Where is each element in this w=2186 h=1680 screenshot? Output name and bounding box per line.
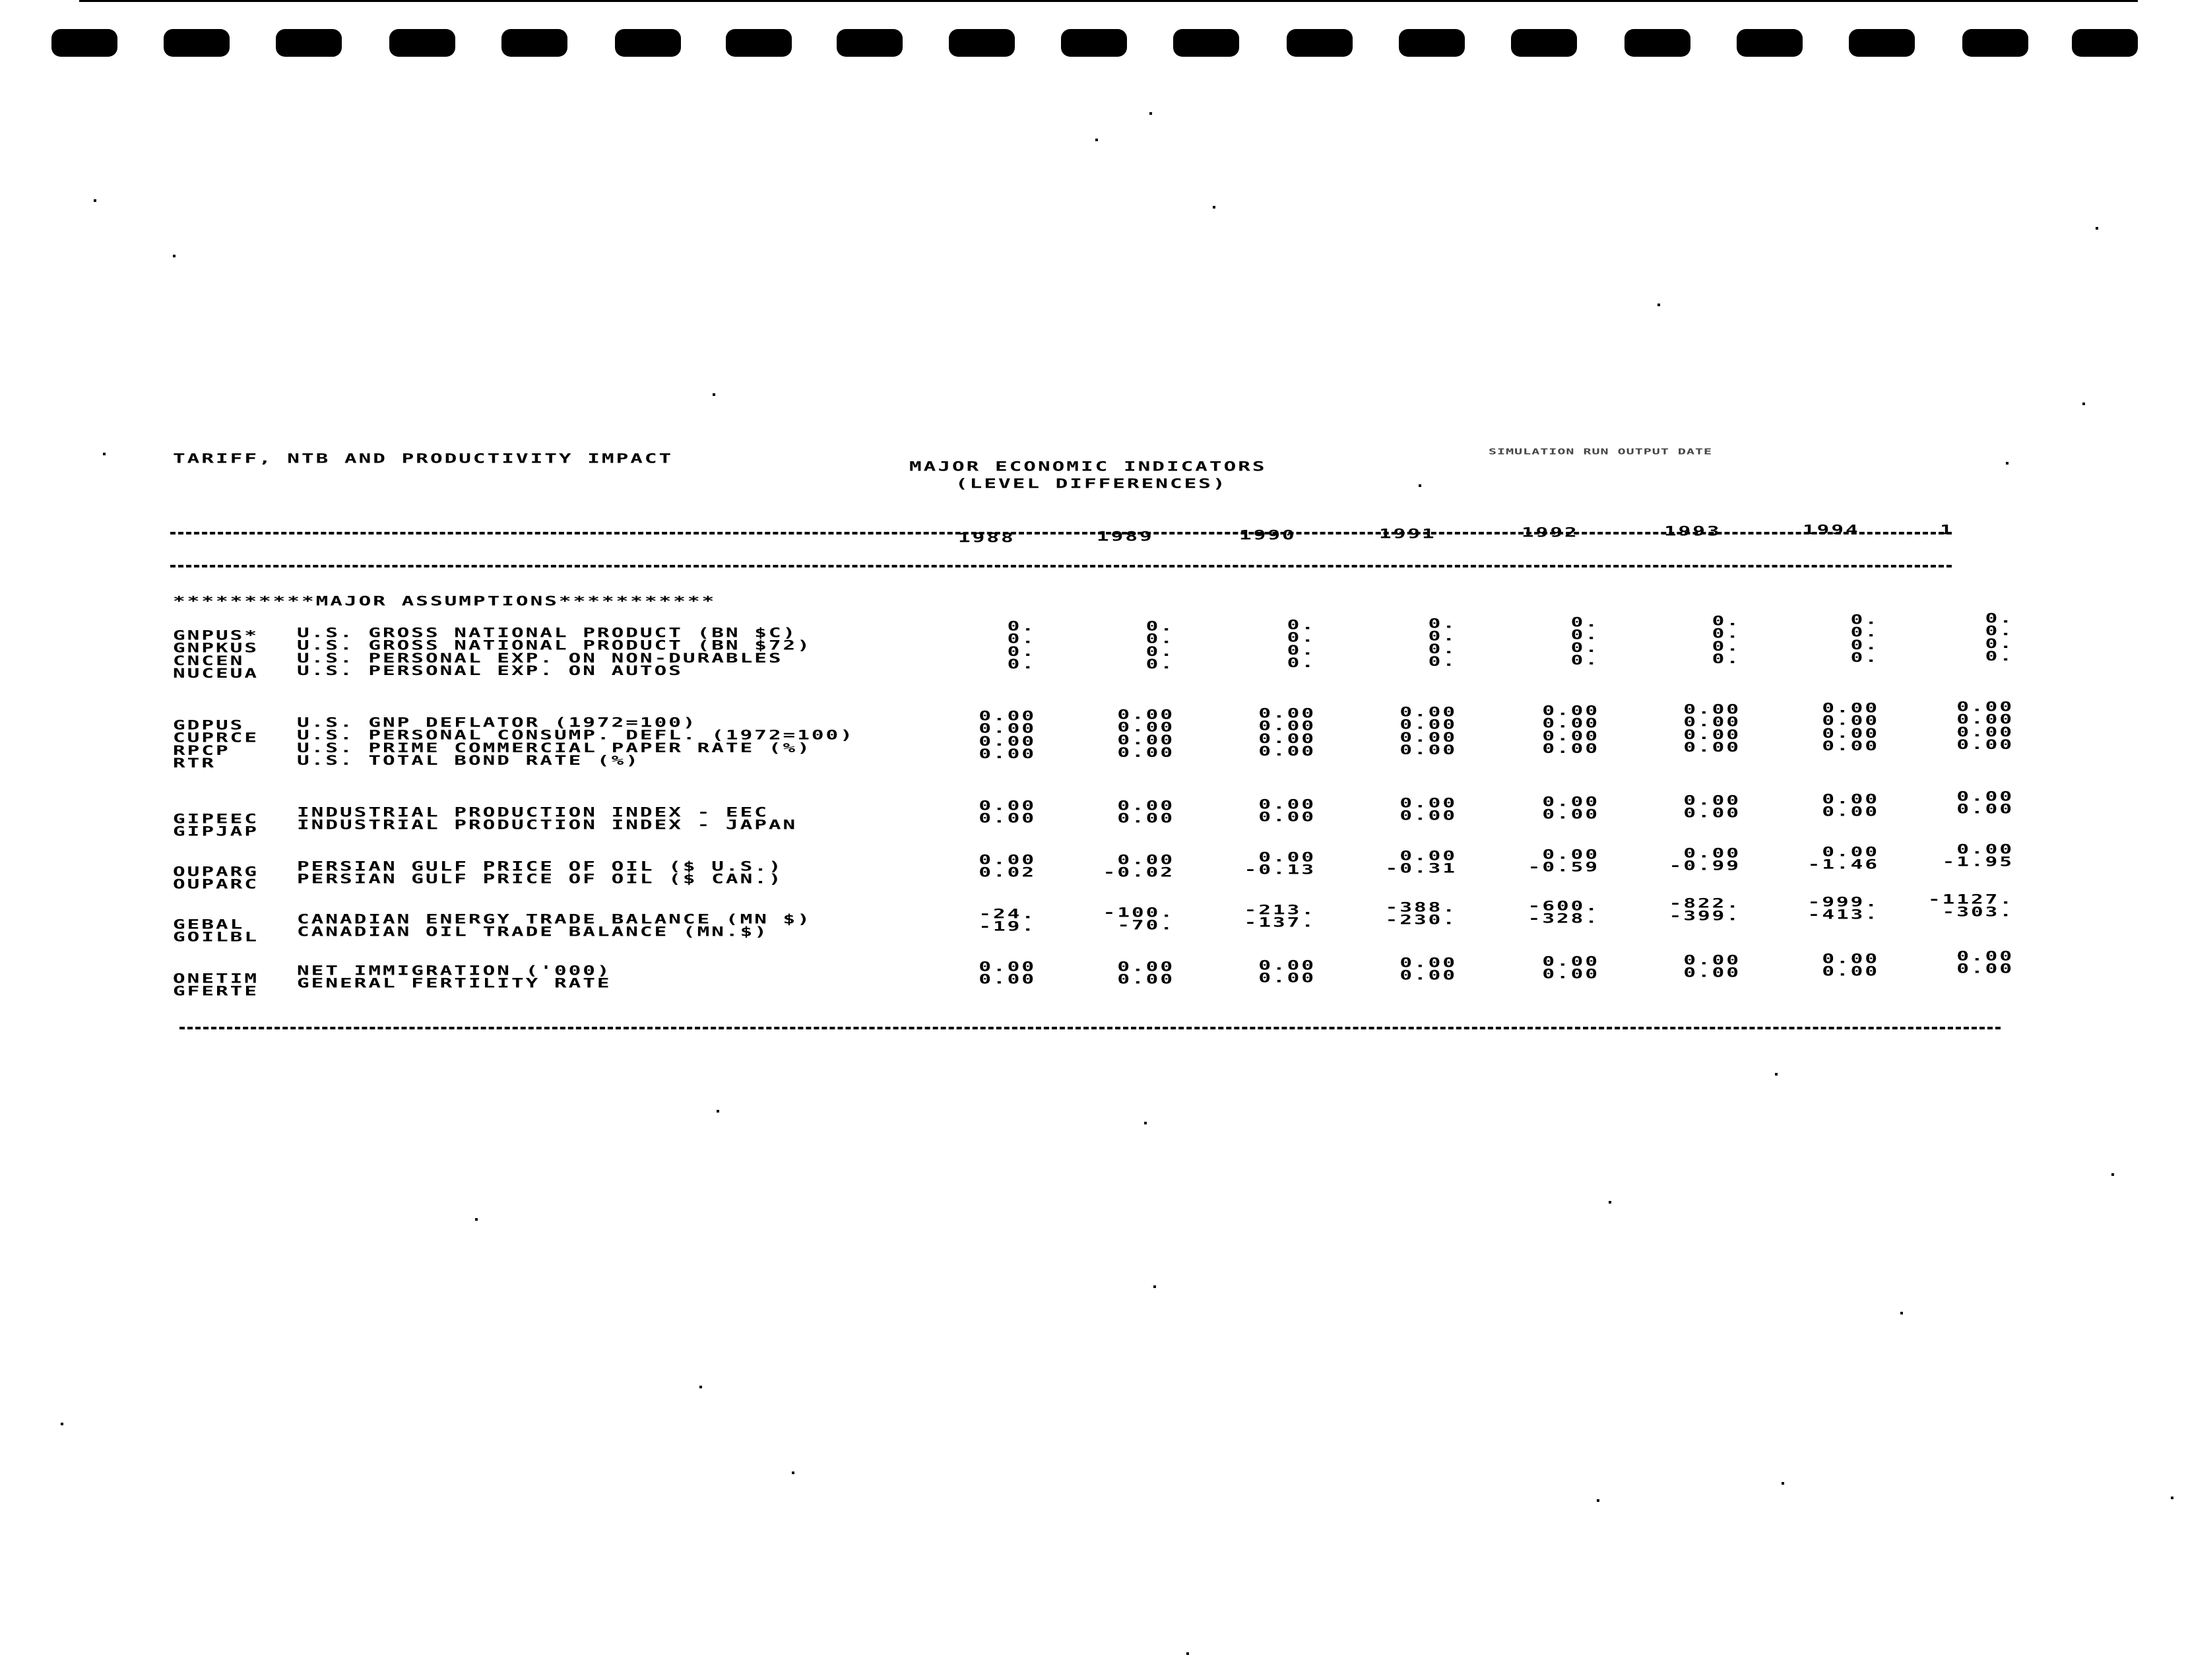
value-text: -70. [1117,918,1174,933]
value-cell [1793,953,1879,978]
value-text: 0.00 [1956,842,2014,857]
row-label: U.S. GROSS NATIONAL PRODUCT (BN $C) [297,626,798,641]
scan-speck [94,199,96,202]
value-text: 0. [1985,611,2014,626]
report-center-subtitle: (LEVEL DIFFERENCES) [955,476,1227,492]
value-text: 0.00 [1542,847,1599,862]
value-text: 0. [1570,653,1599,668]
value-text: 0. [1428,654,1457,670]
row-code: GIPJAP [173,824,259,839]
value-cell [1928,893,2014,919]
scan-speck [1419,484,1421,487]
row-label: PERSIAN GULF PRICE OF OIL ($ U.S.) [297,859,783,874]
scan-speck [173,255,176,257]
sprocket-hole [1287,29,1353,57]
row-code: CNCEN [173,653,245,668]
sprocket-hole [1962,29,2028,57]
value-text: 0.00 [979,853,1036,868]
scan-speck [1900,1312,1903,1314]
scan-speck [792,1471,794,1474]
value-cell [1371,706,1457,757]
row-code: OUPARC [173,877,259,892]
value-text: 0.00 [1258,850,1316,865]
report-center-title: MAJOR ECONOMIC INDICATORS [909,459,1267,474]
value-text: -399. [1669,909,1741,924]
value-cell [950,620,1036,671]
sprocket-hole [1061,29,1127,57]
value-text: 0.00 [1117,972,1174,987]
year-label: 1994 [1803,523,1860,538]
value-text: 0.00 [1399,968,1457,983]
value-text: 0.00 [1822,952,1879,967]
value-text: 0.00 [1258,744,1316,759]
value-cell [950,908,1036,933]
value-cell [1230,619,1316,670]
value-cell [1928,950,2014,975]
value-text: -1.95 [1942,855,2014,870]
row-label: U.S. PERSONAL CONSUMP. DEFL. (1972=100) [297,728,854,743]
sprocket-hole [1173,29,1239,57]
scan-speck [717,1110,719,1113]
value-text: 0.00 [1399,955,1457,971]
value-cell [1371,901,1457,926]
value-text: 0.00 [979,798,1036,814]
value-text: 0. [1287,630,1316,645]
value-text: 0.00 [1258,706,1316,721]
value-text: 0.00 [1399,849,1457,864]
value-text: 0. [1712,639,1741,654]
value-text: 0.00 [1258,810,1316,825]
value-text: 0. [1985,636,2014,651]
value-text: 0.00 [1399,796,1457,811]
scan-speck [1213,206,1215,209]
value-cell [950,710,1036,761]
value-text: 0. [1145,644,1174,659]
value-text: 0.00 [979,709,1036,724]
value-text: 0. [1570,615,1599,630]
value-cell [1514,849,1599,874]
value-text: 0.00 [1117,720,1174,735]
value-text: 0.00 [1683,953,1741,968]
value-text: -0.31 [1385,861,1457,876]
value-text: -213. [1244,903,1316,918]
scan-speck [103,453,106,455]
value-cell [1230,851,1316,876]
scan-speck [1095,139,1098,141]
value-text: 0. [1712,614,1741,629]
row-code: GFERTE [173,984,259,999]
value-text: 0.00 [1542,794,1599,810]
value-text: 0. [1428,616,1457,631]
sprocket-hole [1849,29,1915,57]
value-text: 0. [1428,641,1457,657]
scan-speck [1144,1122,1147,1124]
value-text: 0.00 [1542,728,1599,744]
value-text: -822. [1669,896,1741,911]
value-text: 0.00 [1683,715,1741,730]
value-cell [1514,796,1599,821]
sprocket-hole [51,29,117,57]
value-cell [1230,959,1316,985]
scan-speck [699,1386,702,1388]
value-cell [1655,615,1741,666]
row-code: GEBAL [173,917,245,932]
top-edge-line [79,0,2138,2]
value-text: 0.00 [1822,845,1879,860]
sprocket-hole [726,29,792,57]
value-text: 0.00 [1956,789,2014,804]
row-code-column [173,630,285,680]
row-code: NUCEUA [173,666,259,682]
value-text: 0.00 [1956,712,2014,727]
value-cell [1928,843,2014,868]
value-text: 0.00 [979,972,1036,987]
sprocket-hole [1737,29,1803,57]
sprocket-hole [837,29,903,57]
scan-speck [1775,1073,1778,1076]
value-cell [1655,794,1741,820]
value-text: 0.00 [979,734,1036,749]
value-cell [1089,961,1174,986]
value-text: 0.00 [1822,792,1879,807]
value-text: -303. [1942,905,2014,920]
scan-speck [1186,1652,1189,1655]
row-code: CUPRCE [173,730,259,746]
sprocket-hole [1399,29,1465,57]
value-text: -230. [1385,913,1457,928]
value-cell [1514,900,1599,925]
row-label: U.S. GNP DEFLATOR (1972=100) [297,715,697,730]
value-cell [950,961,1036,986]
value-text: 0.00 [1399,742,1457,758]
row-code: RPCP [173,743,230,758]
value-text: 0.00 [1542,967,1599,982]
value-text: 0.00 [1258,731,1316,746]
table-rule-bottom [179,1027,2001,1029]
value-cell [1793,846,1879,871]
value-text: 0. [1145,631,1174,647]
row-code: GOILBL [173,930,259,945]
value-text: 0.00 [1683,740,1741,756]
value-text: -0.99 [1669,858,1741,874]
row-label: U.S. PERSONAL EXP. ON NON-DURABLES [297,651,783,666]
value-cell [950,800,1036,825]
value-text: -1.46 [1807,857,1879,872]
value-text: 0. [1007,644,1036,659]
value-cell [1793,614,1879,664]
row-code: GIPEEC [173,812,259,827]
value-cell [1089,620,1174,671]
value-text: 0.00 [1956,699,2014,715]
value-cell [1371,618,1457,668]
row-code: ONETIM [173,971,259,986]
row-label: U.S. GROSS NATIONAL PRODUCT (BN $72) [297,638,812,653]
sprocket-hole [615,29,681,57]
row-code-column [173,813,285,838]
value-cell [1089,800,1174,825]
value-text: 0.00 [1542,954,1599,969]
sprocket-hole [276,29,342,57]
scan-speck [1782,1482,1784,1485]
year-label: 1988 [958,531,1015,546]
value-text: -19. [979,919,1036,934]
scan-speck [2096,227,2098,230]
value-cell [1514,616,1599,667]
value-cell [1514,705,1599,756]
scan-speck [713,393,715,396]
value-text: 0.00 [1683,793,1741,808]
year-label: 1991 [1379,527,1436,542]
year-label: 1 [1940,523,1954,538]
scan-speck [1609,1201,1611,1204]
value-text: 0. [1985,624,2014,639]
value-text: 0.00 [1822,701,1879,716]
value-text: 0.00 [1822,738,1879,754]
scan-speck [475,1218,478,1221]
value-text: -0.02 [1103,865,1174,880]
value-text: -100. [1103,905,1174,921]
value-text: -388. [1385,900,1457,915]
value-cell [1655,847,1741,872]
value-text: 0.00 [979,721,1036,736]
row-code: GDPUS [173,718,245,733]
value-cell [1793,702,1879,753]
value-text: 0. [1287,618,1316,633]
scan-speck [2006,462,2009,465]
row-label: INDUSTRIAL PRODUCTION INDEX - EEC [297,805,769,820]
value-text: 0.00 [1117,853,1174,868]
row-label: INDUSTRIAL PRODUCTION INDEX - JAPAN [297,818,798,833]
sprocket-hole [1624,29,1690,57]
scan-speck [2111,1173,2114,1176]
value-cell [1089,854,1174,879]
value-text: 0.00 [1956,725,2014,740]
value-text: 0. [1007,619,1036,634]
value-text: 0.00 [1117,732,1174,748]
value-text: 0.02 [979,865,1036,880]
row-code-column [173,866,285,891]
value-text: 0.00 [1822,804,1879,820]
sprocket-hole [2072,29,2138,57]
value-text: 0.00 [1683,965,1741,981]
value-text: -600. [1527,899,1599,914]
value-text: -137. [1244,915,1316,930]
sprocket-hole [1511,29,1577,57]
value-cell [1514,955,1599,981]
value-text: 0.00 [1683,727,1741,742]
value-text: 0.00 [1542,703,1599,719]
value-text: 0.00 [1258,719,1316,734]
value-text: -0.59 [1527,860,1599,875]
value-text: 0. [1712,626,1741,641]
value-cell [950,854,1036,879]
year-label: 1989 [1097,529,1154,544]
row-label: U.S. PERSONAL EXP. ON AUTOS [297,663,683,679]
value-text: 0.00 [1258,958,1316,973]
sprocket-hole [949,29,1015,57]
row-label: U.S. PRIME COMMERCIAL PAPER RATE (%) [297,740,812,756]
value-text: 0. [1570,640,1599,655]
value-cell [1655,897,1741,922]
sprocket-hole [164,29,230,57]
value-text: -1127. [1928,892,2014,907]
row-label: NET IMMIGRATION ('000) [297,963,612,979]
value-text: 0.00 [1683,806,1741,821]
value-text: 0.00 [1117,959,1174,975]
value-cell [1793,793,1879,818]
value-cell [1655,954,1741,979]
row-code-column [173,719,285,770]
row-code-column [173,919,285,944]
value-text: 0. [1712,651,1741,667]
value-text: 0.00 [1956,949,2014,964]
scan-speck [1149,112,1152,115]
section-title: **********MAJOR ASSUMPTIONS*********** [173,594,717,609]
value-text: 0. [1007,631,1036,647]
sprocket-hole [501,29,567,57]
value-text: 0.00 [1683,702,1741,717]
row-label: GENERAL FERTILITY RATE [297,976,612,991]
value-text: 0.00 [1542,716,1599,731]
value-text: 0.00 [1822,713,1879,728]
value-text: 0.00 [1258,971,1316,986]
value-text: 0. [1287,643,1316,658]
scan-speck [1597,1499,1599,1502]
value-cell [1928,791,2014,816]
value-cell [1371,797,1457,822]
value-text: 0.00 [1542,807,1599,822]
row-code: RTR [173,756,216,771]
value-cell [1371,850,1457,875]
value-text: 0.00 [1117,745,1174,761]
scan-speck [1657,304,1660,306]
value-cell [1089,709,1174,759]
value-text: 0. [1570,628,1599,643]
value-cell [1928,612,2014,663]
value-text: 0.00 [1117,798,1174,814]
value-text: 0. [1428,629,1457,644]
value-text: 0.00 [1683,846,1741,861]
row-code-column [173,973,285,998]
row-code: OUPARG [173,864,259,880]
year-label: 1993 [1664,524,1721,539]
scan-speck [1979,1027,1982,1029]
row-label: PERSIAN GULF PRICE OF OIL ($ CAN.) [297,872,783,887]
row-label-column [297,913,812,938]
sprocket-hole [389,29,455,57]
value-text: 0.00 [1399,705,1457,720]
value-text: -0.13 [1244,862,1316,878]
value-text: 0. [1850,650,1879,666]
row-code: GNPUS* [173,628,259,643]
value-text: 0.00 [979,746,1036,762]
value-text: 0.00 [1542,741,1599,757]
value-text: 0.00 [1117,811,1174,826]
header-rule-bottom [170,565,1952,567]
row-label: CANADIAN OIL TRADE BALANCE (MN.$) [297,924,769,940]
row-label-column [297,965,612,990]
row-label: CANADIAN ENERGY TRADE BALANCE (MN $) [297,912,812,927]
value-text: 0.00 [1399,730,1457,745]
value-text: 0.00 [1258,797,1316,812]
scan-speck [61,1423,63,1425]
row-label-column [297,627,812,678]
row-label-column [297,860,783,886]
scan-speck [2082,403,2085,405]
value-text: 0.00 [1956,961,2014,977]
value-text: 0. [1850,612,1879,628]
year-label: 1990 [1239,528,1297,543]
row-code: GNPKUS [173,641,259,656]
value-text: 0.00 [979,959,1036,975]
value-text: 0.00 [1399,717,1457,732]
value-text: 0.00 [1956,737,2014,753]
value-text: 0.00 [1822,726,1879,741]
value-text: 0.00 [1822,964,1879,979]
value-text: 0. [1145,619,1174,634]
value-cell [1230,707,1316,758]
value-text: 0. [1145,657,1174,672]
value-text: 0.00 [1399,808,1457,824]
value-text: -328. [1527,911,1599,926]
value-text: 0. [1850,625,1879,640]
value-cell [1928,701,2014,752]
value-cell [1089,907,1174,932]
value-text: 0. [1985,649,2014,664]
report-left-title: TARIFF, NTB AND PRODUCTIVITY IMPACT [173,451,674,467]
value-text: 0. [1850,637,1879,653]
value-text: 0.00 [1117,707,1174,723]
report-right-note: SIMULATION RUN OUTPUT DATE [1489,446,1713,457]
scan-speck [2171,1497,2173,1499]
value-text: 0.00 [979,811,1036,826]
row-label-column [297,806,797,831]
row-label-column [297,717,854,767]
year-label: 1992 [1522,525,1579,540]
value-text: 0. [1287,655,1316,671]
value-text: 0. [1007,657,1036,672]
value-text: -999. [1807,895,1879,910]
row-label: U.S. TOTAL BOND RATE (%) [297,753,640,769]
value-text: -413. [1807,907,1879,922]
value-text: 0.00 [1956,802,2014,817]
value-cell [1230,798,1316,824]
value-cell [1655,703,1741,754]
scan-speck [1153,1285,1156,1288]
value-text: -24. [979,907,1036,922]
value-cell [1230,904,1316,929]
value-cell [1371,957,1457,982]
value-cell [1793,896,1879,921]
